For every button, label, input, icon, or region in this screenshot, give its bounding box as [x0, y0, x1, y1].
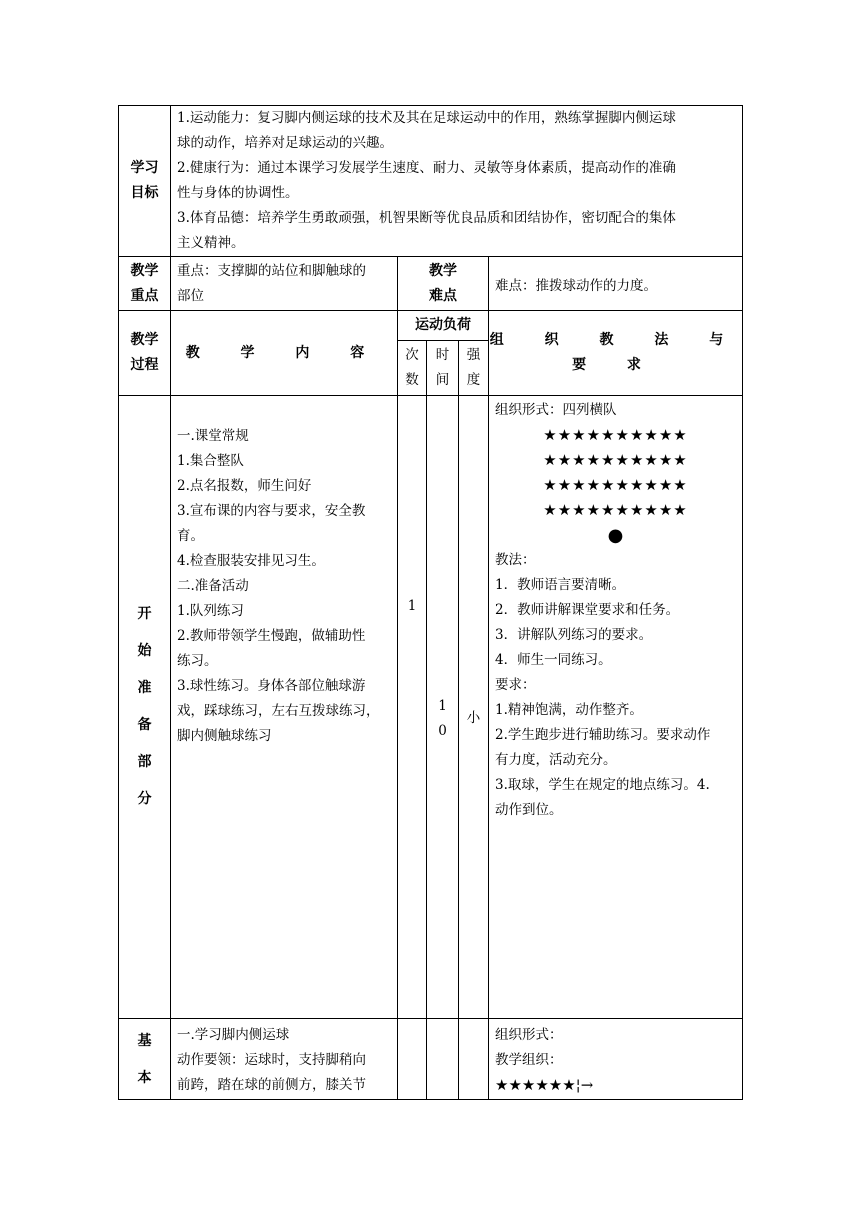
objective-line: 1.运动能力：复习脚内侧运球的技术及其在足球运动中的作用，熟练掌握脚内侧运球: [177, 110, 676, 126]
content-line: 脚内侧触球练习: [177, 728, 272, 744]
content-line: 2.教师带领学生慢跑，做辅助性: [177, 628, 366, 644]
method-line: 2.学生跑步进行辅助练习。要求动作: [495, 727, 711, 743]
content-line: 3.球性练习。身体各部位触球游: [177, 678, 366, 694]
content-line: 4.检查服装安排见习生。: [177, 553, 325, 569]
method-header: 组 织 教 法 与 要 求: [489, 311, 743, 396]
formation-row: ★★★★★★★★★★: [543, 426, 688, 444]
content-line: 3.宣布课的内容与要求，安全教: [177, 503, 366, 519]
method-line: 1.精神饱满，动作整齐。: [495, 702, 643, 718]
teacher-mark: ●: [607, 525, 624, 546]
objectives-text: [171, 106, 743, 257]
method-line: 2．教师讲解课堂要求和任务。: [495, 602, 680, 618]
content-line: 二.准备活动: [177, 578, 249, 594]
content-line: 育。: [177, 528, 204, 544]
lesson-plan-table: [118, 105, 743, 1100]
method-line: 3．讲解队列练习的要求。: [495, 627, 653, 643]
start-section-row: [119, 396, 743, 1019]
basic-section-row: [119, 1019, 743, 1100]
key-points-row: [119, 257, 743, 311]
basic-method: [489, 1019, 743, 1100]
content-line: 一.课堂常规: [177, 428, 249, 444]
method-line: 教学组织：: [495, 1052, 563, 1068]
start-section-label: 开 始 准 备 部 分: [119, 396, 171, 1019]
content-line: 前跨，踏在球的前侧方，膝关节: [177, 1077, 366, 1093]
basic-content: [171, 1019, 398, 1100]
content-line: 练习。: [177, 653, 218, 669]
content-header: 教 学 内 容: [171, 311, 398, 396]
method-line: 要求：: [495, 677, 536, 693]
key-points-label: 教学 重点: [119, 257, 171, 311]
start-content: [171, 396, 398, 1019]
header-row: [119, 311, 743, 341]
basic-section-label: 基 本: [119, 1019, 171, 1100]
objective-line: 主义精神。: [177, 235, 245, 251]
method-line: 动作到位。: [495, 802, 563, 818]
process-label: 教学 过程: [119, 311, 171, 396]
method-line: 1．教师语言要清晰。: [495, 577, 626, 593]
formation-row: ★★★★★★★★★★: [543, 451, 688, 469]
formation-row: ★★★★★★★★★★: [543, 476, 688, 494]
difficulty-text: 难点：推拨球动作的力度。: [489, 257, 743, 311]
basic-count: [398, 1019, 427, 1100]
count-header: 次 数: [398, 341, 427, 396]
formation-row: ★★★★★★¦→: [495, 1076, 594, 1094]
start-time: 1 0: [427, 396, 459, 1019]
start-count: 1: [398, 396, 427, 1019]
key-points-text: 重点：支撑脚的站位和脚触球的 部位: [171, 257, 398, 311]
content-line: 1.队列练习: [177, 603, 244, 619]
difficulty-label: 教学 难点: [398, 257, 489, 311]
objective-line: 性与身体的协调性。: [177, 185, 299, 201]
time-header: 时 间: [427, 341, 459, 396]
content-line: 一.学习脚内侧运球: [177, 1027, 290, 1043]
objective-line: 2.健康行为：通过本课学习发展学生速度、耐力、灵敏等身体素质，提高动作的准确: [177, 160, 676, 176]
method-line: 有力度，活动充分。: [495, 752, 617, 768]
method-line: 组织形式：: [495, 1027, 563, 1043]
intensity-header: 强 度: [459, 341, 489, 396]
basic-intensity: [459, 1019, 489, 1100]
org-form: 组织形式：四列横队: [495, 402, 617, 418]
start-method: [489, 396, 743, 1019]
method-line: 4．师生一同练习。: [495, 652, 612, 668]
objectives-row: [119, 106, 743, 257]
start-intensity: 小: [459, 396, 489, 1019]
content-line: 1.集合整队: [177, 453, 244, 469]
basic-time: [427, 1019, 459, 1100]
method-line: 教法：: [495, 552, 536, 568]
content-line: 戏，踩球练习，左右互拨球练习，: [177, 703, 380, 719]
objective-line: 3.体育品德：培养学生勇敢顽强，机智果断等优良品质和团结协作，密切配合的集体: [177, 210, 676, 226]
content-line: 动作要领：运球时，支持脚稍向: [177, 1052, 366, 1068]
formation-row: ★★★★★★★★★★: [543, 501, 688, 519]
method-line: 3.取球，学生在规定的地点练习。4.: [495, 777, 710, 793]
load-header: 运动负荷: [398, 311, 489, 341]
objectives-label: 学习 目标: [119, 106, 171, 257]
objective-line: 球的动作，培养对足球运动的兴趣。: [177, 135, 393, 151]
content-line: 2.点名报数，师生问好: [177, 478, 312, 494]
